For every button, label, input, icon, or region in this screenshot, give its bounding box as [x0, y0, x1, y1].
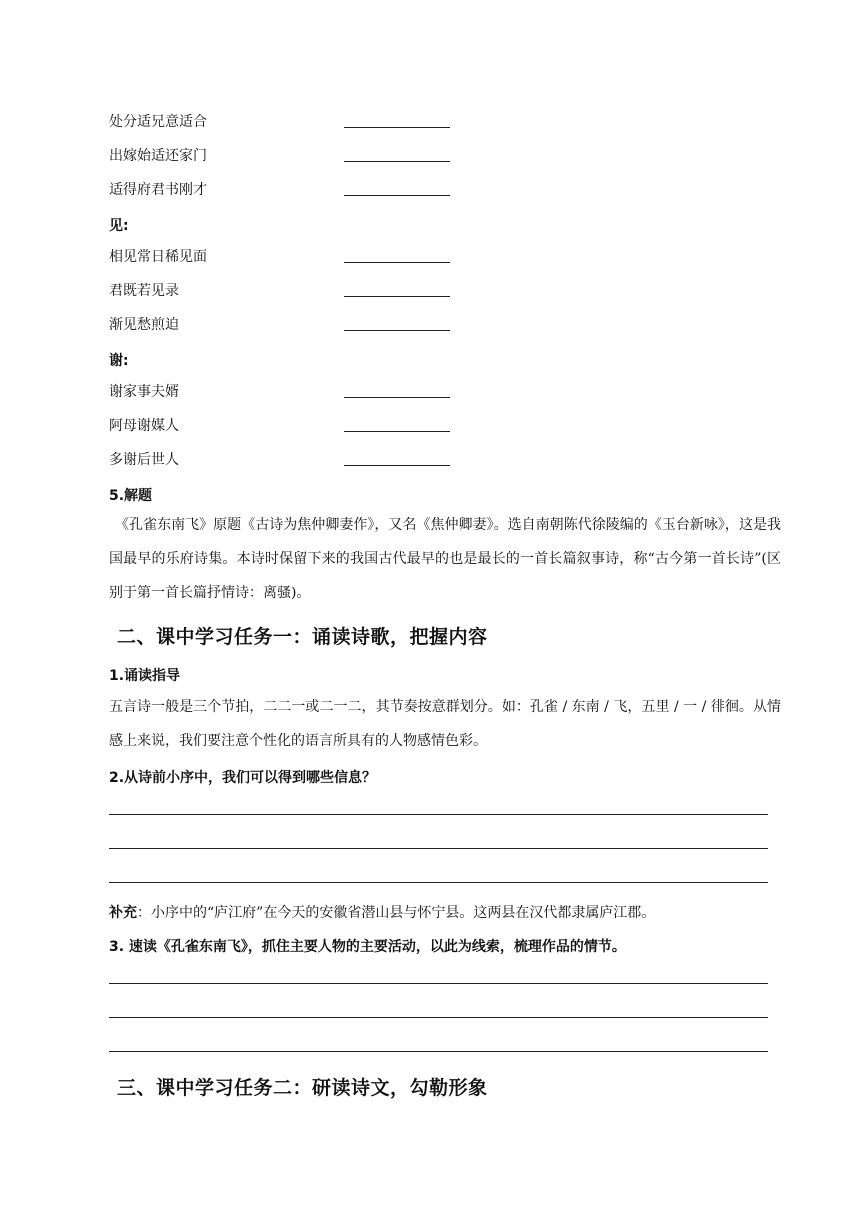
answer-line[interactable]	[109, 983, 768, 984]
vocab-item: 适得府君书刚才	[109, 182, 207, 198]
supplement-label: 补充	[109, 905, 137, 921]
fill-blank[interactable]	[344, 296, 450, 297]
supplement-note	[109, 902, 655, 922]
task1-q1-title: 1.诵读指导	[109, 668, 181, 684]
fill-blank[interactable]	[344, 397, 450, 398]
answer-line[interactable]	[109, 882, 768, 883]
answer-line[interactable]	[109, 1017, 768, 1018]
task1-q1-text: 五言诗一般是三个节拍，二二一或二一二，其节奏按意群划分。如：孔雀 / 东南 / 飞，五里 / 一 / 徘徊。从情感上来说，我们要注意个性化的语言所具有的人物感情色彩。	[109, 699, 781, 749]
fill-blank[interactable]	[344, 127, 450, 128]
word-label-jian: 见:	[109, 218, 129, 234]
section-5-title: 5.解题	[109, 488, 153, 504]
vocab-item: 出嫁始适还家门	[109, 148, 207, 164]
section-5-text: 《孔雀东南飞》原题《古诗为焦仲卿妻作》，又名《焦仲卿妻》。选自南朝陈代徐陵编的《玉台新咏》，这是我国最早的乐府诗集。本诗时保留下来的我国古代最早的也是最长的一首长篇叙事诗，称“古今第一首长诗”(区别于第一首长篇抒情诗：离骚)。	[109, 517, 781, 601]
section-5-paragraph	[109, 508, 781, 610]
supplement-text: ：小序中的“庐江府”在今天的安徽省潜山县与怀宁县。这两县在汉代都隶属庐江郡。	[137, 905, 656, 921]
task1-q3-title: 3. 速读《孔雀东南飞》，抓住主要人物的主要活动，以此为线索，梳理作品的情节。	[109, 939, 626, 955]
fill-blank[interactable]	[344, 431, 450, 432]
vocab-item: 相见常日稀见面	[109, 249, 207, 265]
task1-q1-paragraph	[109, 690, 781, 758]
vocab-item: 处分适兄意适合	[109, 114, 207, 130]
word-label-xie: 谢:	[109, 353, 129, 369]
section-heading-2: 二、课中学习任务一：诵读诗歌，把握内容	[117, 626, 488, 648]
fill-blank[interactable]	[344, 161, 450, 162]
vocab-item: 渐见愁煎迫	[109, 317, 179, 333]
vocab-item: 阿母谢媒人	[109, 418, 179, 434]
answer-line[interactable]	[109, 814, 768, 815]
fill-blank[interactable]	[344, 195, 450, 196]
fill-blank[interactable]	[344, 330, 450, 331]
answer-line[interactable]	[109, 848, 768, 849]
vocab-item: 多谢后世人	[109, 452, 179, 468]
answer-line[interactable]	[109, 1051, 768, 1052]
vocab-item: 谢家事夫婿	[109, 384, 179, 400]
section-heading-3: 三、课中学习任务二：研读诗文，勾勒形象	[117, 1077, 488, 1099]
fill-blank[interactable]	[344, 465, 450, 466]
fill-blank[interactable]	[344, 262, 450, 263]
task1-q2-title: 2.从诗前小序中，我们可以得到哪些信息？	[109, 770, 377, 786]
vocab-item: 君既若见录	[109, 283, 179, 299]
